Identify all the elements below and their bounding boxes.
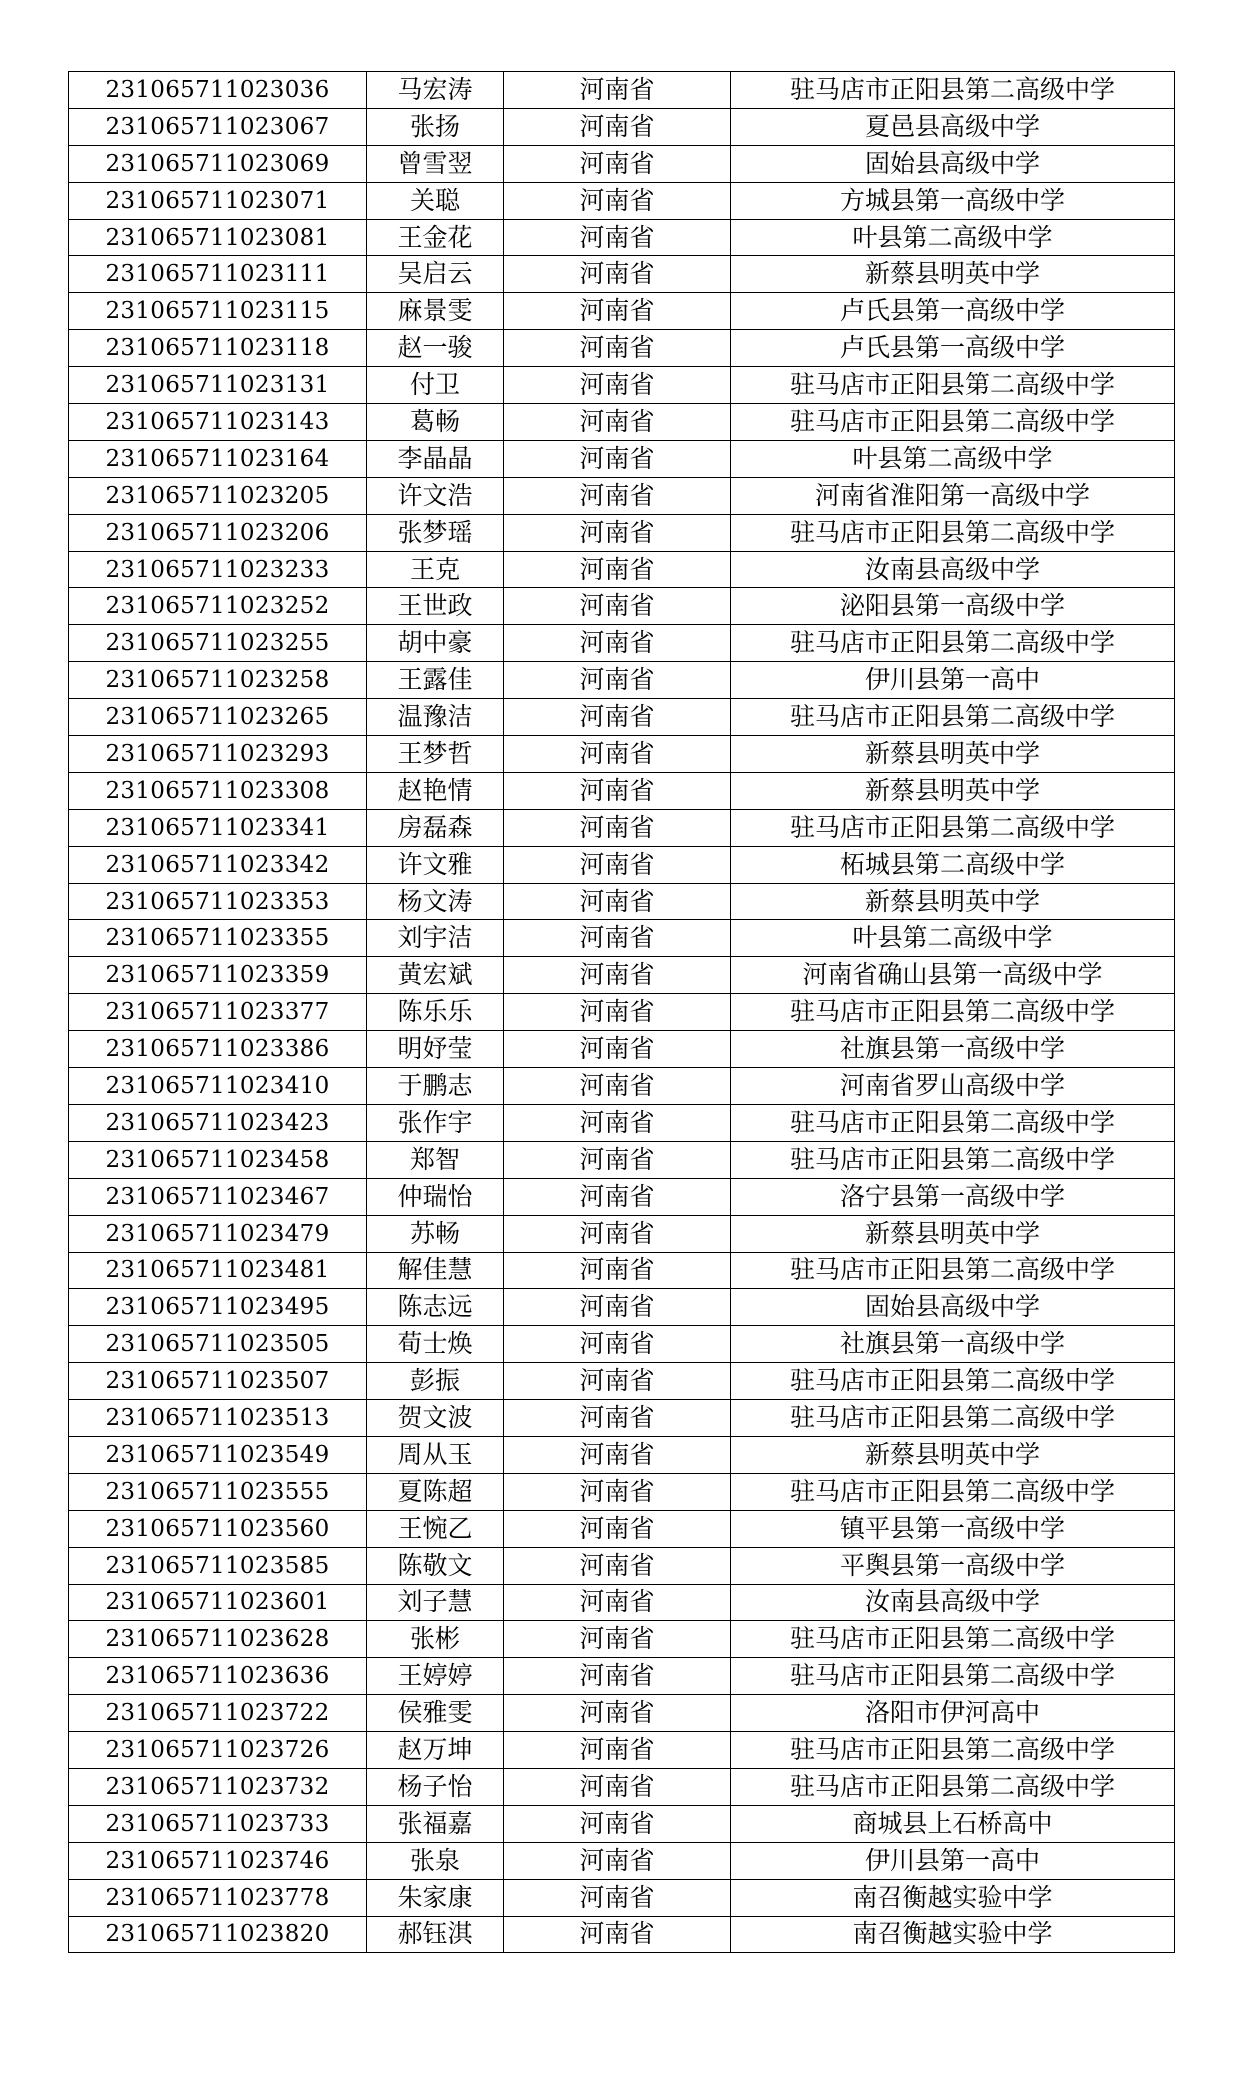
province-cell: 河南省 [504, 1104, 731, 1141]
province-cell: 河南省 [504, 1695, 731, 1732]
name-cell: 张作宇 [367, 1104, 504, 1141]
province-cell: 河南省 [504, 957, 731, 994]
province-cell: 河南省 [504, 994, 731, 1031]
exam-number-cell: 231065711023258 [69, 662, 367, 699]
school-cell: 河南省罗山高级中学 [731, 1068, 1175, 1105]
province-cell: 河南省 [504, 551, 731, 588]
table-row [69, 1695, 1175, 1732]
exam-number-cell: 231065711023479 [69, 1215, 367, 1252]
name-cell: 温豫洁 [367, 699, 504, 736]
exam-number-cell: 231065711023458 [69, 1141, 367, 1178]
school-cell: 南召衡越实验中学 [731, 1916, 1175, 1953]
name-cell: 张彬 [367, 1621, 504, 1658]
name-cell: 王露佳 [367, 662, 504, 699]
name-cell: 刘子慧 [367, 1584, 504, 1621]
school-cell: 平舆县第一高级中学 [731, 1547, 1175, 1584]
exam-number-cell: 231065711023081 [69, 219, 367, 256]
school-cell: 镇平县第一高级中学 [731, 1510, 1175, 1547]
province-cell: 河南省 [504, 514, 731, 551]
exam-number-cell: 231065711023359 [69, 957, 367, 994]
exam-number-cell: 231065711023820 [69, 1916, 367, 1953]
name-cell: 马宏涛 [367, 72, 504, 109]
exam-number-cell: 231065711023746 [69, 1842, 367, 1879]
table-row [69, 1879, 1175, 1916]
school-cell: 洛宁县第一高级中学 [731, 1178, 1175, 1215]
province-cell: 河南省 [504, 883, 731, 920]
exam-number-cell: 231065711023355 [69, 920, 367, 957]
province-cell: 河南省 [504, 1621, 731, 1658]
province-cell: 河南省 [504, 1363, 731, 1400]
exam-number-cell: 231065711023131 [69, 367, 367, 404]
table-row [69, 1141, 1175, 1178]
school-cell: 固始县高级中学 [731, 145, 1175, 182]
exam-number-cell: 231065711023205 [69, 477, 367, 514]
province-cell: 河南省 [504, 182, 731, 219]
table-row [69, 367, 1175, 404]
province-cell: 河南省 [504, 699, 731, 736]
name-cell: 仲瑞怡 [367, 1178, 504, 1215]
exam-number-cell: 231065711023143 [69, 404, 367, 441]
name-cell: 关聪 [367, 182, 504, 219]
province-cell: 河南省 [504, 920, 731, 957]
exam-number-cell: 231065711023733 [69, 1805, 367, 1842]
school-cell: 新蔡县明英中学 [731, 1215, 1175, 1252]
exam-number-cell: 231065711023115 [69, 293, 367, 330]
school-cell: 驻马店市正阳县第二高级中学 [731, 1621, 1175, 1658]
table-row [69, 957, 1175, 994]
school-cell: 驻马店市正阳县第二高级中学 [731, 809, 1175, 846]
table-row [69, 1621, 1175, 1658]
exam-number-cell: 231065711023722 [69, 1695, 367, 1732]
exam-number-cell: 231065711023410 [69, 1068, 367, 1105]
school-cell: 新蔡县明英中学 [731, 772, 1175, 809]
province-cell: 河南省 [504, 404, 731, 441]
table-row [69, 1473, 1175, 1510]
exam-number-cell: 231065711023628 [69, 1621, 367, 1658]
school-cell: 汝南县高级中学 [731, 551, 1175, 588]
school-cell: 新蔡县明英中学 [731, 1436, 1175, 1473]
province-cell: 河南省 [504, 1916, 731, 1953]
exam-number-cell: 231065711023549 [69, 1436, 367, 1473]
table-row [69, 1547, 1175, 1584]
school-cell: 叶县第二高级中学 [731, 219, 1175, 256]
school-cell: 汝南县高级中学 [731, 1584, 1175, 1621]
exam-number-cell: 231065711023233 [69, 551, 367, 588]
exam-number-cell: 231065711023111 [69, 256, 367, 293]
name-cell: 陈志远 [367, 1289, 504, 1326]
province-cell: 河南省 [504, 1031, 731, 1068]
name-cell: 葛畅 [367, 404, 504, 441]
exam-number-cell: 231065711023252 [69, 588, 367, 625]
exam-number-cell: 231065711023036 [69, 72, 367, 109]
province-cell: 河南省 [504, 1436, 731, 1473]
school-cell: 洛阳市伊河高中 [731, 1695, 1175, 1732]
table-row [69, 772, 1175, 809]
province-cell: 河南省 [504, 440, 731, 477]
school-cell: 新蔡县明英中学 [731, 256, 1175, 293]
name-cell: 张扬 [367, 108, 504, 145]
school-cell: 驻马店市正阳县第二高级中学 [731, 994, 1175, 1031]
school-cell: 驻马店市正阳县第二高级中学 [731, 1768, 1175, 1805]
table-row [69, 1215, 1175, 1252]
exam-number-cell: 231065711023555 [69, 1473, 367, 1510]
table-row [69, 404, 1175, 441]
name-cell: 苏畅 [367, 1215, 504, 1252]
table-row [69, 662, 1175, 699]
school-cell: 驻马店市正阳县第二高级中学 [731, 699, 1175, 736]
table-row [69, 330, 1175, 367]
school-cell: 驻马店市正阳县第二高级中学 [731, 1473, 1175, 1510]
name-cell: 许文雅 [367, 846, 504, 883]
name-cell: 赵艳情 [367, 772, 504, 809]
table-row [69, 846, 1175, 883]
province-cell: 河南省 [504, 1473, 731, 1510]
exam-number-cell: 231065711023308 [69, 772, 367, 809]
name-cell: 彭振 [367, 1363, 504, 1400]
name-cell: 赵万坤 [367, 1732, 504, 1769]
name-cell: 杨文涛 [367, 883, 504, 920]
school-cell: 社旗县第一高级中学 [731, 1031, 1175, 1068]
province-cell: 河南省 [504, 625, 731, 662]
school-cell: 河南省确山县第一高级中学 [731, 957, 1175, 994]
school-cell: 新蔡县明英中学 [731, 736, 1175, 773]
name-cell: 侯雅雯 [367, 1695, 504, 1732]
exam-number-cell: 231065711023585 [69, 1547, 367, 1584]
province-cell: 河南省 [504, 1400, 731, 1437]
province-cell: 河南省 [504, 662, 731, 699]
province-cell: 河南省 [504, 1326, 731, 1363]
name-cell: 陈敬文 [367, 1547, 504, 1584]
school-cell: 驻马店市正阳县第二高级中学 [731, 367, 1175, 404]
school-cell: 商城县上石桥高中 [731, 1805, 1175, 1842]
name-cell: 房磊森 [367, 809, 504, 846]
exam-number-cell: 231065711023341 [69, 809, 367, 846]
name-cell: 张福嘉 [367, 1805, 504, 1842]
province-cell: 河南省 [504, 1732, 731, 1769]
province-cell: 河南省 [504, 1510, 731, 1547]
school-cell: 叶县第二高级中学 [731, 920, 1175, 957]
exam-number-cell: 231065711023164 [69, 440, 367, 477]
table-row [69, 293, 1175, 330]
table-body [69, 72, 1175, 1953]
name-cell: 麻景雯 [367, 293, 504, 330]
province-cell: 河南省 [504, 1289, 731, 1326]
exam-number-cell: 231065711023255 [69, 625, 367, 662]
table-row [69, 1768, 1175, 1805]
exam-number-cell: 231065711023732 [69, 1768, 367, 1805]
province-cell: 河南省 [504, 1805, 731, 1842]
name-cell: 郝钰淇 [367, 1916, 504, 1953]
school-cell: 驻马店市正阳县第二高级中学 [731, 404, 1175, 441]
exam-number-cell: 231065711023377 [69, 994, 367, 1031]
name-cell: 王婷婷 [367, 1658, 504, 1695]
province-cell: 河南省 [504, 846, 731, 883]
name-cell: 赵一骏 [367, 330, 504, 367]
school-cell: 驻马店市正阳县第二高级中学 [731, 625, 1175, 662]
school-cell: 柘城县第二高级中学 [731, 846, 1175, 883]
name-cell: 曾雪翌 [367, 145, 504, 182]
school-cell: 伊川县第一高中 [731, 662, 1175, 699]
name-cell: 明妤莹 [367, 1031, 504, 1068]
table-row [69, 108, 1175, 145]
exam-number-cell: 231065711023386 [69, 1031, 367, 1068]
exam-number-cell: 231065711023778 [69, 1879, 367, 1916]
name-cell: 贺文波 [367, 1400, 504, 1437]
province-cell: 河南省 [504, 1252, 731, 1289]
exam-number-cell: 231065711023423 [69, 1104, 367, 1141]
table-row [69, 1842, 1175, 1879]
school-cell: 卢氏县第一高级中学 [731, 330, 1175, 367]
name-cell: 夏陈超 [367, 1473, 504, 1510]
province-cell: 河南省 [504, 219, 731, 256]
school-cell: 驻马店市正阳县第二高级中学 [731, 1363, 1175, 1400]
exam-number-cell: 231065711023293 [69, 736, 367, 773]
school-cell: 驻马店市正阳县第二高级中学 [731, 72, 1175, 109]
table-row [69, 551, 1175, 588]
table-row [69, 1436, 1175, 1473]
table-row [69, 699, 1175, 736]
school-cell: 泌阳县第一高级中学 [731, 588, 1175, 625]
table-row [69, 920, 1175, 957]
table-row [69, 1252, 1175, 1289]
exam-number-cell: 231065711023726 [69, 1732, 367, 1769]
name-cell: 解佳慧 [367, 1252, 504, 1289]
province-cell: 河南省 [504, 330, 731, 367]
name-cell: 于鹏志 [367, 1068, 504, 1105]
school-cell: 驻马店市正阳县第二高级中学 [731, 1141, 1175, 1178]
name-cell: 王金花 [367, 219, 504, 256]
name-cell: 朱家康 [367, 1879, 504, 1916]
exam-number-cell: 231065711023481 [69, 1252, 367, 1289]
province-cell: 河南省 [504, 588, 731, 625]
name-cell: 李晶晶 [367, 440, 504, 477]
school-cell: 夏邑县高级中学 [731, 108, 1175, 145]
name-cell: 王世政 [367, 588, 504, 625]
province-cell: 河南省 [504, 367, 731, 404]
exam-number-cell: 231065711023513 [69, 1400, 367, 1437]
name-cell: 刘宇洁 [367, 920, 504, 957]
school-cell: 固始县高级中学 [731, 1289, 1175, 1326]
table-row [69, 1068, 1175, 1105]
table-row [69, 514, 1175, 551]
table-row [69, 883, 1175, 920]
exam-number-cell: 231065711023118 [69, 330, 367, 367]
exam-number-cell: 231065711023265 [69, 699, 367, 736]
name-cell: 王克 [367, 551, 504, 588]
exam-number-cell: 231065711023467 [69, 1178, 367, 1215]
exam-number-cell: 231065711023636 [69, 1658, 367, 1695]
student-table [68, 71, 1175, 1953]
school-cell: 卢氏县第一高级中学 [731, 293, 1175, 330]
name-cell: 郑智 [367, 1141, 504, 1178]
school-cell: 叶县第二高级中学 [731, 440, 1175, 477]
name-cell: 王惋乙 [367, 1510, 504, 1547]
province-cell: 河南省 [504, 1658, 731, 1695]
exam-number-cell: 231065711023342 [69, 846, 367, 883]
table-row [69, 219, 1175, 256]
name-cell: 许文浩 [367, 477, 504, 514]
name-cell: 胡中豪 [367, 625, 504, 662]
province-cell: 河南省 [504, 1068, 731, 1105]
province-cell: 河南省 [504, 108, 731, 145]
table-row [69, 1289, 1175, 1326]
table-row [69, 1916, 1175, 1953]
exam-number-cell: 231065711023507 [69, 1363, 367, 1400]
table-row [69, 1658, 1175, 1695]
table-row [69, 994, 1175, 1031]
name-cell: 王梦哲 [367, 736, 504, 773]
province-cell: 河南省 [504, 1141, 731, 1178]
table-row [69, 1400, 1175, 1437]
table-row [69, 1805, 1175, 1842]
table-row [69, 1510, 1175, 1547]
school-cell: 新蔡县明英中学 [731, 883, 1175, 920]
exam-number-cell: 231065711023601 [69, 1584, 367, 1621]
province-cell: 河南省 [504, 1768, 731, 1805]
school-cell: 方城县第一高级中学 [731, 182, 1175, 219]
name-cell: 荀士焕 [367, 1326, 504, 1363]
province-cell: 河南省 [504, 1547, 731, 1584]
province-cell: 河南省 [504, 1584, 731, 1621]
province-cell: 河南省 [504, 1178, 731, 1215]
school-cell: 驻马店市正阳县第二高级中学 [731, 1252, 1175, 1289]
exam-number-cell: 231065711023206 [69, 514, 367, 551]
table-row [69, 1732, 1175, 1769]
name-cell: 杨子怡 [367, 1768, 504, 1805]
province-cell: 河南省 [504, 1215, 731, 1252]
table-row [69, 256, 1175, 293]
school-cell: 驻马店市正阳县第二高级中学 [731, 514, 1175, 551]
name-cell: 付卫 [367, 367, 504, 404]
name-cell: 陈乐乐 [367, 994, 504, 1031]
table-row [69, 1584, 1175, 1621]
table-row [69, 440, 1175, 477]
province-cell: 河南省 [504, 477, 731, 514]
province-cell: 河南省 [504, 145, 731, 182]
province-cell: 河南省 [504, 1879, 731, 1916]
province-cell: 河南省 [504, 72, 731, 109]
province-cell: 河南省 [504, 772, 731, 809]
province-cell: 河南省 [504, 736, 731, 773]
exam-number-cell: 231065711023067 [69, 108, 367, 145]
school-cell: 驻马店市正阳县第二高级中学 [731, 1400, 1175, 1437]
table-row [69, 1363, 1175, 1400]
table-row [69, 625, 1175, 662]
table-row [69, 588, 1175, 625]
province-cell: 河南省 [504, 1842, 731, 1879]
exam-number-cell: 231065711023353 [69, 883, 367, 920]
province-cell: 河南省 [504, 256, 731, 293]
school-cell: 驻马店市正阳县第二高级中学 [731, 1658, 1175, 1695]
table-row [69, 477, 1175, 514]
school-cell: 南召衡越实验中学 [731, 1879, 1175, 1916]
table-row [69, 736, 1175, 773]
name-cell: 张梦瑶 [367, 514, 504, 551]
school-cell: 驻马店市正阳县第二高级中学 [731, 1104, 1175, 1141]
document-page [68, 71, 1174, 1953]
province-cell: 河南省 [504, 809, 731, 846]
name-cell: 黄宏斌 [367, 957, 504, 994]
school-cell: 社旗县第一高级中学 [731, 1326, 1175, 1363]
name-cell: 周从玉 [367, 1436, 504, 1473]
exam-number-cell: 231065711023071 [69, 182, 367, 219]
exam-number-cell: 231065711023505 [69, 1326, 367, 1363]
school-cell: 河南省淮阳第一高级中学 [731, 477, 1175, 514]
exam-number-cell: 231065711023560 [69, 1510, 367, 1547]
table-row [69, 72, 1175, 109]
table-row [69, 182, 1175, 219]
school-cell: 伊川县第一高中 [731, 1842, 1175, 1879]
name-cell: 吴启云 [367, 256, 504, 293]
school-cell: 驻马店市正阳县第二高级中学 [731, 1732, 1175, 1769]
table-row [69, 1031, 1175, 1068]
name-cell: 张泉 [367, 1842, 504, 1879]
province-cell: 河南省 [504, 293, 731, 330]
exam-number-cell: 231065711023069 [69, 145, 367, 182]
table-row [69, 1104, 1175, 1141]
table-row [69, 145, 1175, 182]
table-row [69, 1326, 1175, 1363]
table-row [69, 1178, 1175, 1215]
table-row [69, 809, 1175, 846]
exam-number-cell: 231065711023495 [69, 1289, 367, 1326]
